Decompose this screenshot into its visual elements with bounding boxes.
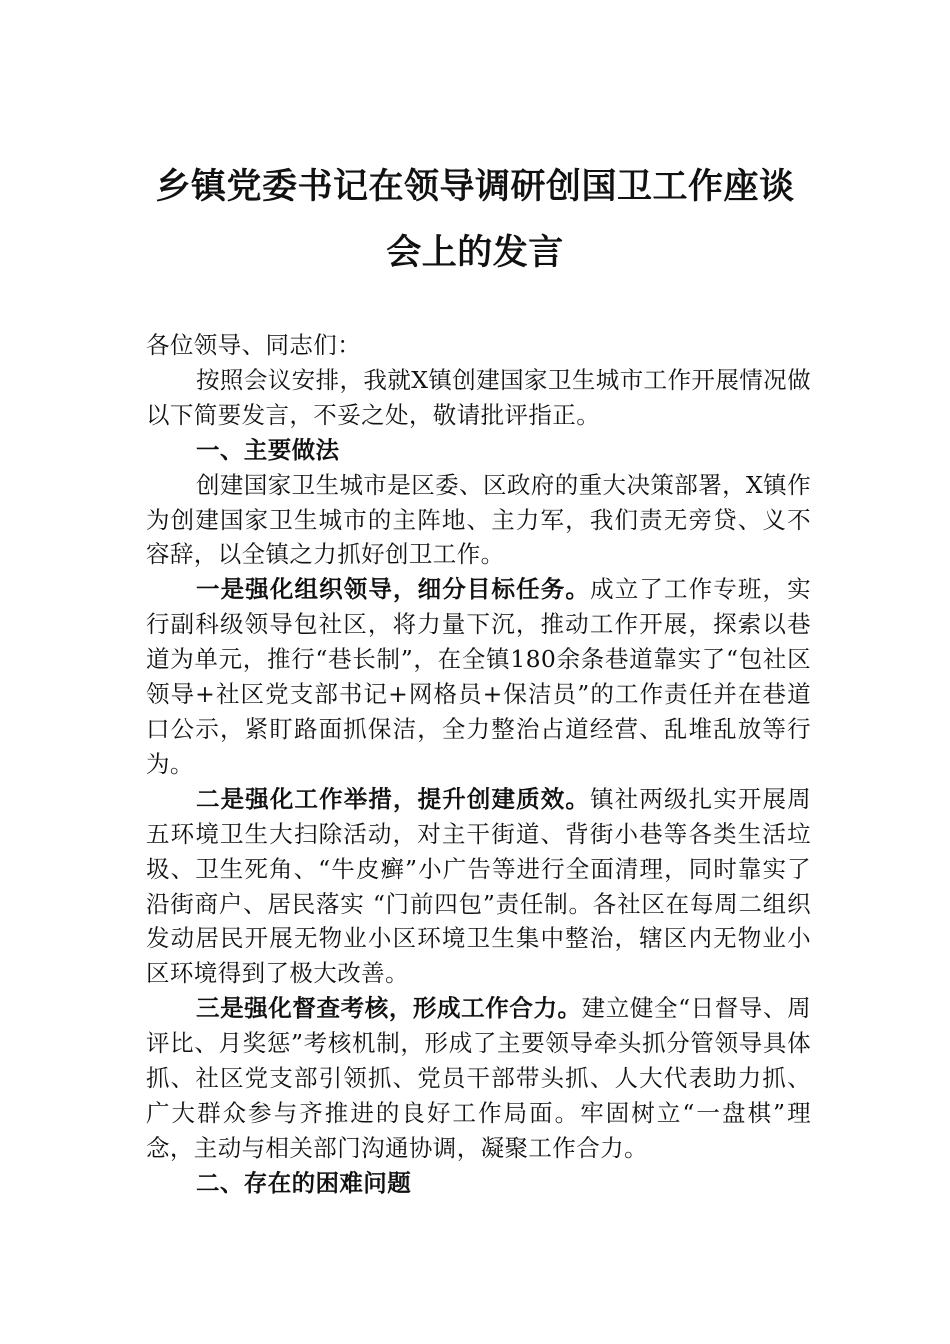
item-2-text: 镇社两级扎实开展周五环境卫生大扫除活动，对主干街道、背街小巷等各类生活垃圾、卫生死角、“牛皮癣”小广告等进行全面清理，同时靠实了沿街商户、居民落实 “门前四包”责任制。各社区在每周二组织发动居民开展无物业小区环境卫生集中整治，辖区内无物业小区环境得到了极大改善。 — [146, 784, 811, 988]
item-3-text: 建立健全“日督导、周评比、月奖惩”考核机制，形成了主要领导牵头抓分管领导具体抓、社区党支部引领抓、党员干部带头抓、人大代表助力抓、广大群众参与齐推进的良好工作局面。牢固树立“一盘棋”理念，主动与相关部门沟通协调，凝聚工作合力。 — [146, 994, 811, 1162]
section-heading-1: 一、主要做法 — [196, 435, 340, 464]
section-1-intro: 创建国家卫生城市是区委、区政府的重大决策部署，X镇作为创建国家卫生城市的主阵地、主力军，我们责无旁贷、义不容辞，以全镇之力抓好创卫工作。 — [146, 470, 811, 569]
document-title-line-1: 乡镇党委书记在领导调研创国卫工作座谈 — [155, 166, 795, 207]
document-title-line-2: 会上的发言 — [386, 232, 564, 273]
item-2-lead: 二是强化工作举措，提升创建质效。 — [196, 784, 591, 813]
section-heading-2: 二、存在的困难问题 — [196, 1168, 412, 1197]
item-1-text: 成立了工作专班，实行副科级领导包社区，将力量下沉，推动工作开展，探索以巷道为单元，推行“巷长制”，在全镇180余条巷道靠实了“包社区领导+社区党支部书记+网格员+保洁员”的工作责任并在巷道口公示，紧盯路面抓保洁，全力整治占道经营、乱堆乱放等行为。 — [146, 575, 811, 778]
document-body — [146, 328, 811, 1201]
item-3-lead: 三是强化督查考核，形成工作合力。 — [196, 994, 582, 1023]
salutation: 各位领导、同志们： — [146, 331, 362, 359]
item-1-lead: 一是强化组织领导，细分目标任务。 — [196, 575, 591, 604]
item-3-paragraph — [146, 991, 811, 1166]
intro-paragraph: 按照会议安排，我就X镇创建国家卫生城市工作开展情况做以下简要发言，不妥之处，敬请批评指正。 — [146, 365, 811, 429]
item-2-paragraph — [146, 782, 811, 991]
item-1-paragraph — [146, 572, 811, 781]
